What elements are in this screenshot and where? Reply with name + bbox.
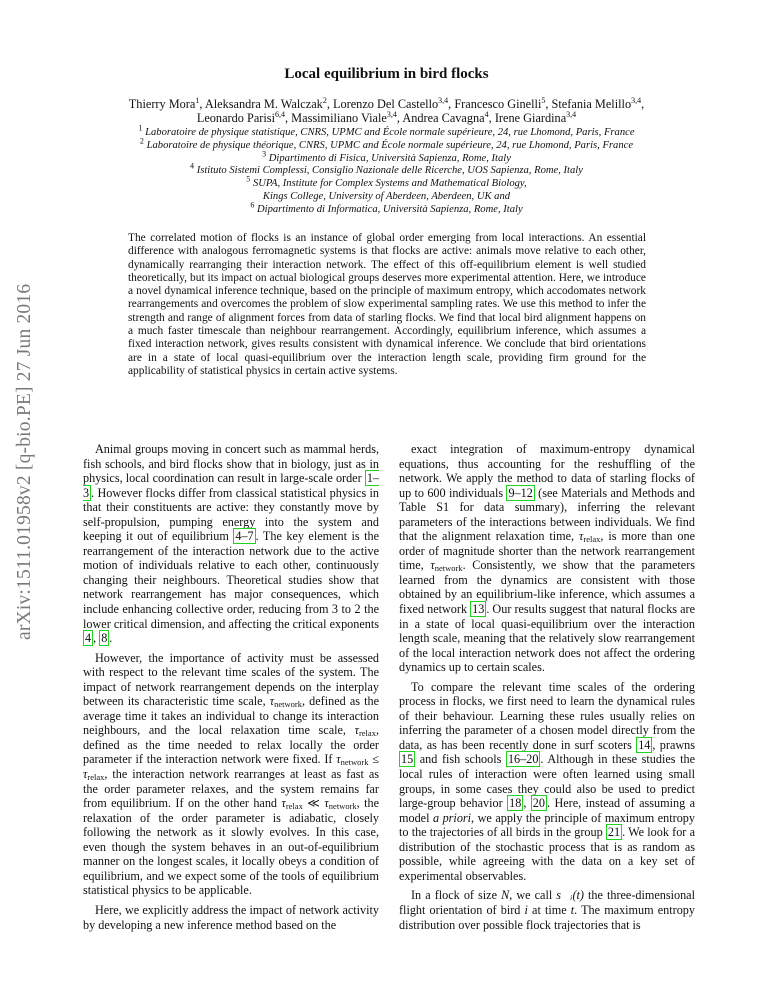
italic-text: s⃗ᵢ(t): [556, 888, 584, 903]
paper-title: Local equilibrium in bird flocks: [284, 66, 489, 82]
text: . The maximum entropy distribution over possible flock trajectories that is: [399, 902, 695, 932]
author: [495, 111, 576, 125]
math-base: τ: [354, 723, 359, 738]
citation-link[interactable]: 20: [532, 796, 545, 811]
text: . Although in these studies the local rules of interaction were often learned using small groups, in some cases they could also be used to predict large-group behavior: [399, 752, 695, 811]
citation-link[interactable]: 15: [401, 752, 414, 767]
text: , we call: [509, 888, 557, 903]
author: [402, 111, 488, 125]
math-subscript: relax: [583, 534, 601, 545]
citation-link[interactable]: 21: [607, 825, 621, 840]
author-name: Massimiliano Viale: [291, 111, 387, 125]
citation-link[interactable]: 4: [85, 631, 92, 646]
citation-link[interactable]: 9–12: [508, 485, 533, 500]
affiliation-number: 1: [138, 123, 143, 133]
math-base: τ: [269, 694, 275, 709]
math-symbol: [270, 694, 302, 708]
math-base: τ: [324, 796, 329, 811]
math-base: τ: [579, 529, 584, 544]
text: , defined as the time needed to relax locally the order parameter if the interaction network were fixed. If: [83, 723, 379, 767]
text: In a flock of size: [411, 888, 502, 903]
affiliation: [60, 123, 713, 140]
author-name: Aleksandra M. Walczak: [204, 97, 323, 111]
text: . Consistently, we show that the parameters learned from the dynamics are consistent with those obtained by an equilibrium-like inference, which assumes a fixed network: [399, 558, 696, 617]
author-name: Lorenzo Del Castello: [332, 97, 439, 111]
math-subscript: network: [434, 563, 463, 574]
paragraph: [399, 442, 695, 675]
affiliation: [60, 149, 713, 166]
text: at time: [527, 902, 571, 917]
text: , prawns: [652, 737, 695, 752]
author-affiliation-mark: 3,4: [438, 95, 449, 105]
math-subscript: network: [274, 699, 302, 710]
math-base: τ: [281, 796, 286, 811]
author: [454, 97, 545, 111]
text: . Our results suggest that natural flocks are in a state of local quasi-equilibrium over the interaction length scale, meaning that the relatively slow rearrangement of the local interaction network does not affect the ordering dynamics up to certain scales.: [399, 602, 695, 675]
author-list: Thierry Mora$^1$, Aleksandra M. Walczak$^2$, Lorenzo Del Castello$^{3,4}$, Francesco Ginelli$^5$, Stefania Melillo$^{3,4}$, Leonardo Parisi$^{6,4}$, Massimiliano Viale$^{3,4}$, Andrea Cavagna$^4$, Irene Giardina$^{3,4}$: [128, 95, 645, 125]
arxiv-identifier: arXiv:1511.01958v2 [q-bio.PE] 27 Jun 2016: [14, 283, 35, 640]
affiliation: [60, 200, 713, 217]
affiliation-text: Dipartimento di Informatica, Università Sapienza, Rome, Italy: [256, 203, 523, 215]
affiliation-number: 3: [262, 149, 267, 159]
affiliation-text: SUPA, Institute for Complex Systems and Mathematical Biology,: [252, 178, 527, 190]
italic-text: t: [570, 902, 575, 917]
text: Animal groups moving in concert such as mammal herds, fish schools, and bird flocks show that in biology, just as in physics, local coordination can result in large-scale order: [83, 442, 379, 486]
author-affiliation-mark: 6,4: [275, 109, 286, 119]
author-affiliation-mark: 5: [541, 95, 546, 105]
author: [333, 97, 448, 111]
math-subscript: relax: [87, 772, 105, 783]
math-symbol: [355, 723, 376, 737]
math-symbol: [324, 796, 356, 810]
text: , is more than one order of magnitude shorter than the network rearrangement time,: [399, 529, 695, 573]
math-symbol: [579, 529, 600, 543]
paragraph: [399, 888, 695, 932]
author-affiliation-mark: 4: [484, 109, 489, 119]
affiliation-text: Kings College, University of Aberdeen, Aberdeen, UK and: [262, 190, 511, 202]
author-name: Irene Giardina: [494, 111, 567, 125]
italic-text: N: [501, 888, 510, 903]
text: . The key element is the rearrangement of the interaction network due to the active motion of individuals relative to each other, continuously changing their neighbours. Theoretical studies show that network rearrangement has major consequences, which include enhancing collective order, reducing from 3 to 2 the lower critical dimension, and affecting the critical exponents: [83, 529, 379, 631]
right-column: [399, 442, 695, 937]
affiliation-number: 2: [139, 136, 144, 146]
math-base: τ: [336, 752, 341, 767]
affiliation-text: Dipartimento di Fisica, Università Sapienza, Rome, Italy: [268, 152, 511, 164]
math-subscript: relax: [285, 801, 303, 812]
affiliation-text: Laboratoire de physique théorique, CNRS, UPMC and École normale supérieure, 24, rue Lhomond, Paris, France: [146, 139, 634, 151]
text: ,: [523, 796, 531, 811]
affiliation-text: Laboratoire de physique statistique, CNRS, UPMC and École normale supérieure, 24, rue Lhomond, Paris, France: [145, 127, 635, 138]
text: , we apply the principle of maximum entropy to the trajectories of all birds in the group: [399, 810, 695, 840]
author-name: Stefania Melillo: [551, 97, 632, 111]
citation-link[interactable]: 14: [638, 737, 651, 752]
italic-text: i: [524, 902, 528, 917]
math-symbol: [281, 796, 302, 810]
math-subscript: network: [340, 757, 369, 768]
citation-link[interactable]: 8: [101, 631, 108, 646]
paragraph: [83, 442, 379, 646]
affiliation: [60, 136, 713, 153]
affiliation-number: 5: [246, 174, 251, 184]
left-column: [83, 442, 379, 937]
author-affiliation-mark: 3,4: [631, 95, 642, 105]
text: ,: [93, 631, 100, 646]
text: .: [109, 631, 113, 646]
text: , the relaxation of the order parameter is adiabatic, closely following the network as it slowly evolves. In this case, even though the system behaves in an out-of-equilibrium manner on the longest scales, it locally obeys a condition of equilibrium, and we expect some of the tools of equilibrium statistical physics to be applicable.: [83, 796, 380, 898]
math-subscript: relax: [358, 728, 376, 739]
author-name: Thierry Mora: [128, 97, 196, 111]
citation-link[interactable]: 18: [509, 796, 522, 811]
text: ≤: [368, 752, 379, 767]
citation-link[interactable]: 16–20: [507, 752, 539, 767]
citation-link[interactable]: 13: [472, 602, 485, 617]
text: (see Materials and Methods and Table S1 for data summary), inferring the relevant parameters of the interactions between individuals. We find that the alignment relaxation time,: [399, 485, 695, 544]
author-affiliation-mark: 1: [195, 95, 200, 105]
text: and fish schools: [415, 752, 506, 767]
math-base: τ: [83, 767, 88, 782]
author-affiliation-mark: 3,4: [566, 109, 577, 119]
text: To compare the relevant time scales of the ordering process in flocks, we first need to learn the dynamical rules of their behaviour. Learning these rules usually relies on inferring the parameter of a chosen model directly from the data, as has been recently done in surf scoters: [399, 679, 695, 752]
author: [129, 97, 200, 111]
text: , defined as the average time it takes an individual to change its interaction neighbours, and the local relaxation time scale,: [83, 694, 380, 738]
author: [205, 97, 327, 111]
text: . However flocks differ from classical statistical physics in that their constituents are active: they constantly move by self-propulsion, pumping energy into the system and keeping it out of equilibrium: [83, 485, 379, 544]
author-name: Leonardo Parisi: [196, 111, 276, 125]
text: . We look for a distribution of the stochastic process that is as random as possible, while agreeing with the data on a key set of experimental observables.: [399, 825, 695, 883]
text: exact integration of maximum-entropy dynamical equations, thus accounting for the reshuffling of the network. We apply the method to data of starling flocks of up to 600 individuals: [399, 442, 695, 500]
affiliation-list: [60, 123, 713, 217]
math-base: τ: [430, 558, 435, 573]
author-name: Francesco Ginelli: [454, 97, 542, 111]
abstract: The correlated motion of flocks is an instance of global order emerging from local interactions. An essential difference with analogous ferromagnetic systems is that flocks are active: animals move relative to each other, dynamically rearranging their interaction network. The effect of this off-equilibrium element is well studied theoretically, but its impact on actual biological groups deserves more experimental attention. Here, we introduce a novel dynamical inference technique, based on the principle of maximum entropy, which accodomates network rearrangements and overcomes the problem of slow experimental sampling rates. We use this method to infer the strength and range of alignment forces from data of starling flocks. We find that local bird alignment happens on a much faster timescale than neighbour rearrangement. Accordingly, equilibrium inference, which assumes a fixed interaction network, gives results consistent with dynamical inference. We conclude that bird orientations are in a state of local quasi-equilibrium over the interaction length scale, providing firm ground for the applicability of statistical physics in certain active systems.: [128, 232, 646, 377]
text: Here, we explicitly address the impact of network activity by developing a new inference method based on the: [83, 902, 379, 932]
text: . Here, instead of assuming a model: [399, 796, 696, 825]
paragraph: [83, 903, 379, 932]
citation-link[interactable]: 1–3: [83, 471, 379, 500]
text: the three-dimensional flight orientation of bird: [399, 888, 695, 917]
affiliation-text: Istituto Sistemi Complessi, Consiglio Nazionale delle Ricerche, UOS Sapienza, Rome, Italy: [196, 165, 583, 177]
author: [291, 111, 397, 125]
math-symbol: [83, 767, 104, 781]
math-symbol: [430, 558, 462, 572]
math-subscript: network: [328, 801, 357, 812]
affiliation: [60, 174, 713, 191]
paragraph: [83, 651, 379, 898]
affiliation-number: 4: [190, 161, 195, 171]
author-affiliation-mark: 3,4: [386, 109, 397, 119]
text: , the interaction network rearranges at least as fast as the order parameter relaxes, and the system remains far from equilibrium. If on the other hand: [83, 767, 379, 811]
author: [197, 111, 285, 125]
math-symbol: [336, 752, 368, 766]
italic-text: a priori: [432, 810, 472, 825]
text: However, the importance of activity must be assessed with respect to the relevant time scales of the system. The impact of network rearrangement depends on the interplay between its characteristic time scale,: [83, 650, 379, 709]
affiliation-number: 6: [250, 200, 255, 210]
author-affiliation-mark: 2: [322, 95, 327, 105]
author-name: Andrea Cavagna: [402, 111, 485, 125]
text: ≪: [302, 796, 325, 811]
affiliation: [60, 161, 713, 178]
affiliation: [60, 191, 713, 204]
citation-link[interactable]: 4–7: [235, 529, 254, 544]
author: [552, 97, 642, 111]
paragraph: [399, 680, 695, 884]
